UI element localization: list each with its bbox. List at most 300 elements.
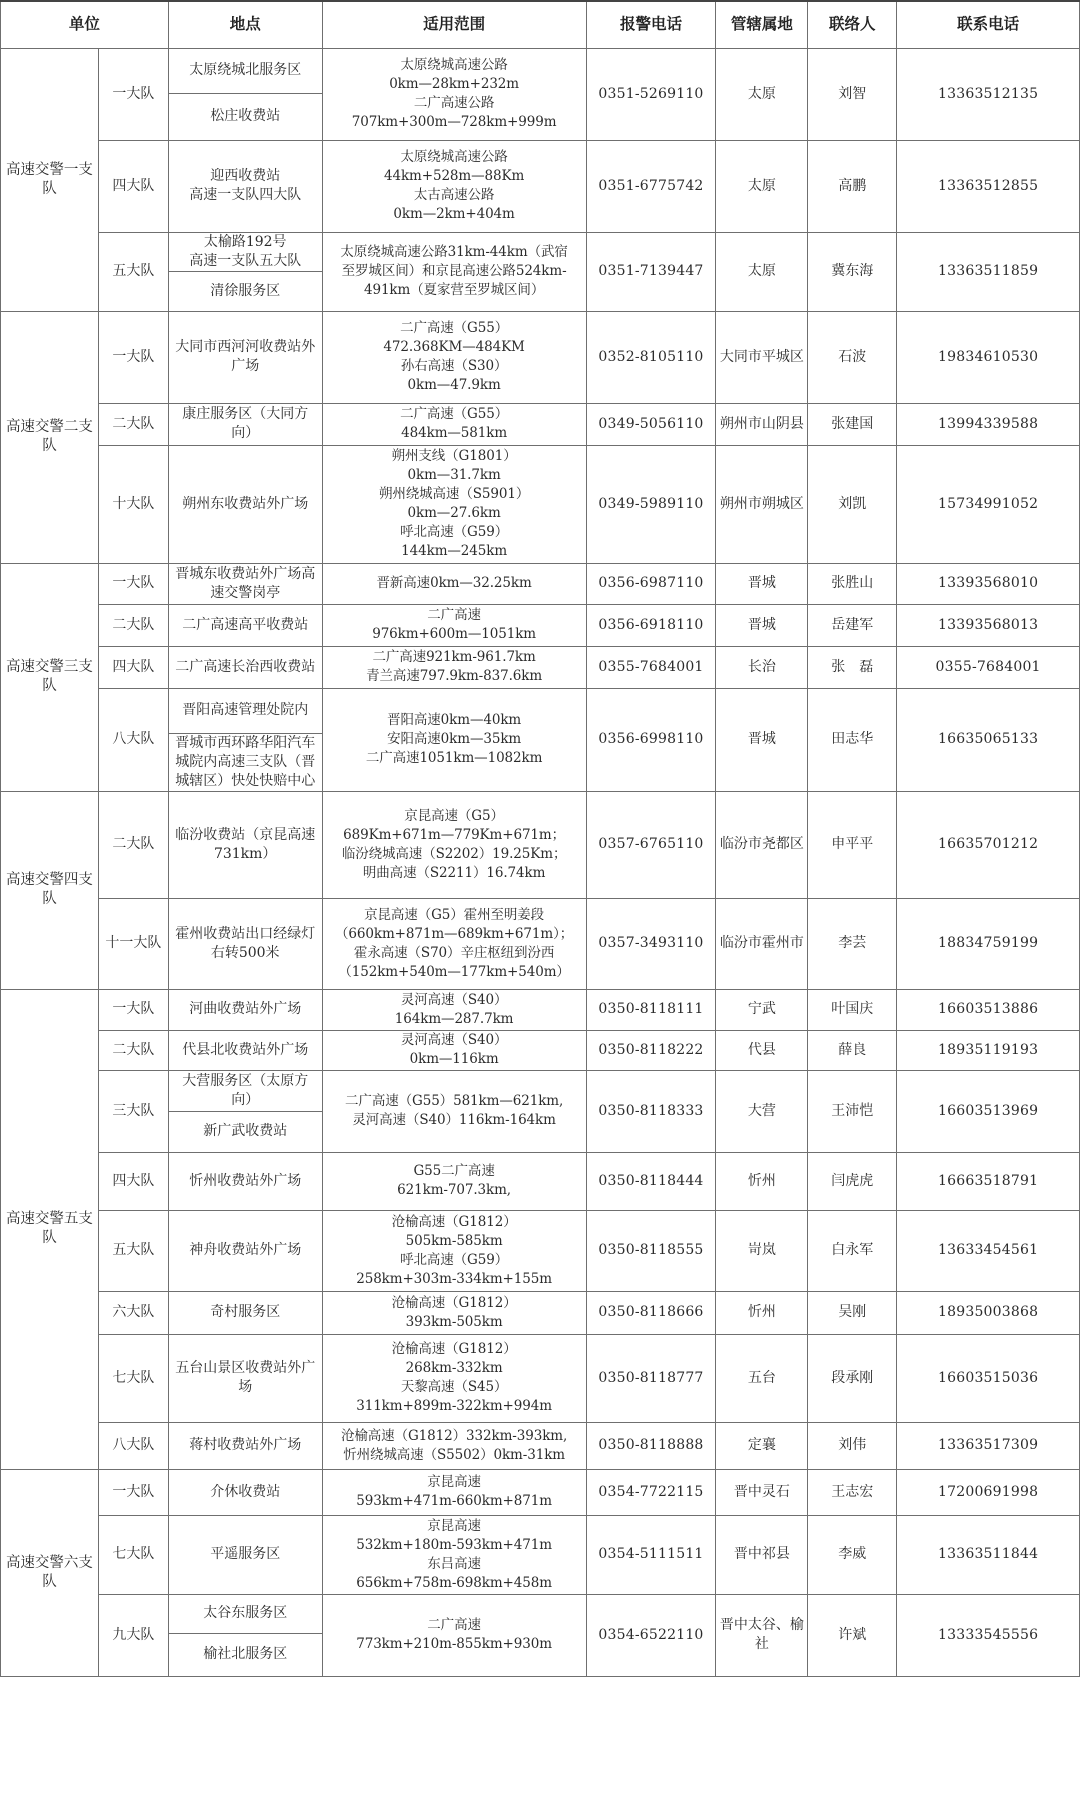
contact-phone: 16635701212 bbox=[897, 791, 1080, 898]
text-line: 灵河高速（S40） bbox=[400, 1032, 508, 1048]
text-line: 太原绕城高速公路31km-44km（武宿 bbox=[340, 244, 568, 260]
text-line: 京昆高速（G5）霍州至明姜段 bbox=[364, 906, 545, 923]
site-address bbox=[168, 1111, 322, 1152]
table-row bbox=[1, 1469, 1080, 1515]
brigade-name: 二大队 bbox=[98, 403, 168, 445]
text-line: 0km—116km bbox=[409, 1051, 499, 1067]
text-line: 沧榆高速（G1812） bbox=[391, 1341, 517, 1357]
site-line: 高速一支队五大队 bbox=[189, 252, 302, 269]
coverage-range bbox=[322, 1515, 586, 1594]
jurisdiction: 晋城 bbox=[716, 563, 808, 604]
site-line: 太榆路192号 bbox=[203, 233, 287, 250]
coverage-range bbox=[322, 1070, 586, 1152]
contact-person: 石波 bbox=[808, 311, 897, 403]
coverage-range bbox=[322, 563, 586, 604]
brigade-name: 九大队 bbox=[98, 1594, 168, 1676]
text-line: 明曲高速（S2211）16.74km bbox=[362, 864, 546, 881]
text-line: 0km—31.7km bbox=[407, 467, 501, 483]
site-line: 忻州收费站外广场 bbox=[189, 1172, 302, 1189]
contact-person: 王沛恺 bbox=[808, 1070, 897, 1152]
site-line: 晋城市西环路华阳汽车城院内高速三支队（晋城辖区）快处快赔中心 bbox=[175, 734, 316, 789]
contact-phone: 13633454561 bbox=[897, 1210, 1080, 1291]
site-line: 晋城东收费站外广场高速交警岗亭 bbox=[175, 565, 316, 601]
text-line: 0km—27.6km bbox=[407, 505, 501, 521]
contact-person: 段承刚 bbox=[808, 1334, 897, 1422]
contact-person: 张 磊 bbox=[808, 646, 897, 688]
text-line: 976km+600m—1051km bbox=[372, 626, 536, 642]
jurisdiction: 太原 bbox=[716, 232, 808, 311]
brigade-name: 八大队 bbox=[98, 688, 168, 791]
text-line: 太原绕城高速公路 bbox=[400, 149, 508, 165]
jurisdiction: 晋中太谷、榆社 bbox=[716, 1594, 808, 1676]
contact-phone: 16603515036 bbox=[897, 1334, 1080, 1422]
text-line: 晋新高速0km—32.25km bbox=[376, 575, 532, 591]
header-contact-phone: 联系电话 bbox=[897, 1, 1080, 48]
site-line: 河曲收费站外广场 bbox=[189, 1001, 302, 1017]
contact-person: 许斌 bbox=[808, 1594, 897, 1676]
text-line: 311km+899m-322km+994m bbox=[356, 1398, 552, 1414]
alarm-phone: 0356-6987110 bbox=[586, 563, 716, 604]
contact-person: 吴刚 bbox=[808, 1291, 897, 1334]
site-address bbox=[168, 733, 322, 791]
alarm-phone: 0350-8118222 bbox=[586, 1030, 716, 1070]
contact-person: 刘凯 bbox=[808, 445, 897, 563]
text-line: 491km（夏家营至罗城区间） bbox=[363, 282, 545, 298]
jurisdiction: 临汾市霍州市 bbox=[716, 898, 808, 989]
site-line: 霍州收费站出口经绿灯右转500米 bbox=[175, 925, 316, 961]
text-line: 沧榆高速（G1812） bbox=[391, 1213, 517, 1230]
site-line: 晋阳高速管理处院内 bbox=[182, 702, 309, 718]
site-line: 代县北收费站外广场 bbox=[182, 1041, 309, 1058]
unit-name: 高速交警三支队 bbox=[1, 563, 99, 791]
site-address bbox=[168, 1594, 322, 1633]
alarm-phone: 0354-7722115 bbox=[586, 1469, 716, 1515]
text-line: 二广高速（G55）581km—621km, bbox=[345, 1093, 564, 1109]
contact-person: 高鹏 bbox=[808, 140, 897, 232]
text-line: 268km-332km bbox=[405, 1360, 503, 1376]
table-row bbox=[1, 1422, 1080, 1469]
contact-person: 王志宏 bbox=[808, 1469, 897, 1515]
table-row bbox=[1, 140, 1080, 232]
coverage-range bbox=[322, 1291, 586, 1334]
site-line: 介休收费站 bbox=[210, 1483, 281, 1500]
unit-name: 高速交警六支队 bbox=[1, 1469, 99, 1676]
coverage-range bbox=[322, 646, 586, 688]
alarm-phone: 0350-8118888 bbox=[586, 1422, 716, 1469]
brigade-name: 七大队 bbox=[98, 1334, 168, 1422]
coverage-range bbox=[322, 688, 586, 791]
text-line: 沧榆高速（G1812）332km-393km, bbox=[340, 1427, 568, 1444]
coverage-range bbox=[322, 445, 586, 563]
table-row bbox=[1, 688, 1080, 733]
site-address bbox=[168, 1422, 322, 1469]
table-row bbox=[1, 989, 1080, 1030]
table-row bbox=[1, 1210, 1080, 1291]
contact-phone: 13363512135 bbox=[897, 48, 1080, 140]
text-line: 44km+528m—88Km bbox=[383, 168, 525, 184]
site-address bbox=[168, 1152, 322, 1210]
site-address bbox=[168, 1515, 322, 1594]
site-line: 奇村服务区 bbox=[210, 1304, 281, 1320]
jurisdiction: 大营 bbox=[716, 1070, 808, 1152]
site-address bbox=[168, 48, 322, 93]
text-line: 孙右高速（S30） bbox=[400, 358, 508, 374]
contact-phone: 19834610530 bbox=[897, 311, 1080, 403]
text-line: 144km—245km bbox=[401, 543, 508, 559]
site-line: 五台山景区收费站外广场 bbox=[175, 1360, 316, 1395]
alarm-phone: 0350-8118555 bbox=[586, 1210, 716, 1291]
text-line: 0km—47.9km bbox=[407, 377, 501, 393]
contact-person: 张胜山 bbox=[808, 563, 897, 604]
unit-name: 高速交警四支队 bbox=[1, 791, 99, 989]
text-line: 二广高速（G55） bbox=[400, 406, 509, 422]
table-row bbox=[1, 445, 1080, 563]
text-line: （660km+871m—689km+671m）； bbox=[335, 925, 574, 942]
alarm-phone: 0350-8118444 bbox=[586, 1152, 716, 1210]
coverage-range bbox=[322, 1152, 586, 1210]
site-address bbox=[168, 445, 322, 563]
brigade-name: 四大队 bbox=[98, 1152, 168, 1210]
text-line: 656km+758m-698km+458m bbox=[356, 1574, 552, 1591]
site-line: 平遥服务区 bbox=[210, 1546, 281, 1562]
text-line: 沧榆高速（G1812） bbox=[391, 1294, 517, 1311]
contact-phone: 13363511859 bbox=[897, 232, 1080, 311]
brigade-name: 二大队 bbox=[98, 791, 168, 898]
site-address bbox=[168, 1469, 322, 1515]
contact-phone: 13393568013 bbox=[897, 604, 1080, 646]
table-body bbox=[1, 48, 1080, 1676]
alarm-phone: 0352-8105110 bbox=[586, 311, 716, 403]
site-address bbox=[168, 232, 322, 271]
text-line: 二广高速 bbox=[427, 607, 481, 623]
alarm-phone: 0350-8118777 bbox=[586, 1334, 716, 1422]
brigade-name: 七大队 bbox=[98, 1515, 168, 1594]
site-address bbox=[168, 93, 322, 140]
alarm-phone: 0351-7139447 bbox=[586, 232, 716, 311]
table-row bbox=[1, 898, 1080, 989]
jurisdiction: 岢岚 bbox=[716, 1210, 808, 1291]
text-line: 呼北高速（G59） bbox=[400, 1251, 509, 1268]
contact-person: 闫虎虎 bbox=[808, 1152, 897, 1210]
contact-phone: 13393568010 bbox=[897, 563, 1080, 604]
text-line: 0km—2km+404m bbox=[393, 206, 515, 222]
header-row bbox=[1, 1, 1080, 48]
contact-person: 李威 bbox=[808, 1515, 897, 1594]
header-contact: 联络人 bbox=[808, 1, 897, 48]
text-line: 505km-585km bbox=[405, 1232, 503, 1249]
text-line: 258km+303m-334km+155m bbox=[356, 1270, 552, 1287]
contact-person: 张建国 bbox=[808, 403, 897, 445]
text-line: 朔州支线（G1801） bbox=[391, 448, 517, 464]
site-line: 蒋村收费站外广场 bbox=[189, 1437, 302, 1453]
coverage-range bbox=[322, 1422, 586, 1469]
brigade-name: 五大队 bbox=[98, 1210, 168, 1291]
table-row bbox=[1, 403, 1080, 445]
contact-phone: 16663518791 bbox=[897, 1152, 1080, 1210]
alarm-phone: 0356-6998110 bbox=[586, 688, 716, 791]
site-line: 朔州东收费站外广场 bbox=[182, 495, 309, 512]
jurisdiction: 太原 bbox=[716, 48, 808, 140]
contact-person: 李芸 bbox=[808, 898, 897, 989]
coverage-range bbox=[322, 140, 586, 232]
brigade-name: 四大队 bbox=[98, 140, 168, 232]
table-row bbox=[1, 1334, 1080, 1422]
table-row bbox=[1, 646, 1080, 688]
text-line: 472.368KM—484KM bbox=[383, 339, 525, 355]
table-row bbox=[1, 1152, 1080, 1210]
alarm-phone: 0351-5269110 bbox=[586, 48, 716, 140]
text-line: 青兰高速797.9km-837.6km bbox=[366, 668, 543, 684]
contact-person: 叶国庆 bbox=[808, 989, 897, 1030]
jurisdiction: 朔州市朔城区 bbox=[716, 445, 808, 563]
site-address bbox=[168, 989, 322, 1030]
site-line: 迎西收费站 bbox=[210, 168, 281, 184]
coverage-range bbox=[322, 1210, 586, 1291]
brigade-name: 一大队 bbox=[98, 989, 168, 1030]
alarm-phone: 0350-8118666 bbox=[586, 1291, 716, 1334]
jurisdiction: 大同市平城区 bbox=[716, 311, 808, 403]
site-address bbox=[168, 1291, 322, 1334]
site-address bbox=[168, 1334, 322, 1422]
contact-phone: 17200691998 bbox=[897, 1469, 1080, 1515]
contact-person: 冀东海 bbox=[808, 232, 897, 311]
site-line: 太原绕城北服务区 bbox=[189, 62, 302, 78]
coverage-range bbox=[322, 1469, 586, 1515]
text-line: 0km—28km+232m bbox=[389, 76, 519, 92]
text-line: 773km+210m-855km+930m bbox=[356, 1636, 552, 1652]
jurisdiction: 晋中灵石 bbox=[716, 1469, 808, 1515]
brigade-name: 二大队 bbox=[98, 1030, 168, 1070]
coverage-range bbox=[322, 403, 586, 445]
text-line: 二广高速 bbox=[427, 1617, 481, 1633]
site-line: 神舟收费站外广场 bbox=[189, 1242, 302, 1258]
text-line: 太原绕城高速公路 bbox=[400, 57, 508, 73]
text-line: 二广高速（G55） bbox=[400, 320, 509, 336]
alarm-phone: 0350-8118333 bbox=[586, 1070, 716, 1152]
coverage-range bbox=[322, 989, 586, 1030]
table-row bbox=[1, 311, 1080, 403]
text-line: 京昆高速 bbox=[427, 1517, 481, 1534]
brigade-name: 六大队 bbox=[98, 1291, 168, 1334]
brigade-name: 五大队 bbox=[98, 232, 168, 311]
unit-name: 高速交警五支队 bbox=[1, 989, 99, 1469]
text-line: 164km—287.7km bbox=[394, 1010, 514, 1027]
contact-phone: 13363511844 bbox=[897, 1515, 1080, 1594]
alarm-phone: 0351-6775742 bbox=[586, 140, 716, 232]
site-address bbox=[168, 271, 322, 311]
alarm-phone: 0356-6918110 bbox=[586, 604, 716, 646]
contact-phone: 16635065133 bbox=[897, 688, 1080, 791]
text-line: 朔州绕城高速（S5901） bbox=[378, 486, 530, 502]
site-address bbox=[168, 791, 322, 898]
coverage-range bbox=[322, 898, 586, 989]
unit-name: 高速交警一支队 bbox=[1, 48, 99, 311]
brigade-name: 八大队 bbox=[98, 1422, 168, 1469]
text-line: 689Km+671m—779Km+671m； bbox=[343, 826, 566, 843]
contact-phone: 18935003868 bbox=[897, 1291, 1080, 1334]
jurisdiction: 定襄 bbox=[716, 1422, 808, 1469]
jurisdiction: 宁武 bbox=[716, 989, 808, 1030]
site-line: 松庄收费站 bbox=[210, 108, 281, 124]
site-address bbox=[168, 1030, 322, 1070]
contact-phone: 18834759199 bbox=[897, 898, 1080, 989]
header-alarm-phone: 报警电话 bbox=[586, 1, 716, 48]
jurisdiction: 晋中祁县 bbox=[716, 1515, 808, 1594]
contact-person: 田志华 bbox=[808, 688, 897, 791]
brigade-name: 二大队 bbox=[98, 604, 168, 646]
alarm-phone: 0349-5989110 bbox=[586, 445, 716, 563]
brigade-name: 四大队 bbox=[98, 646, 168, 688]
site-address bbox=[168, 604, 322, 646]
jurisdiction: 朔州市山阴县 bbox=[716, 403, 808, 445]
brigade-name: 十一大队 bbox=[98, 898, 168, 989]
text-line: 二广高速921km-961.7km bbox=[372, 649, 536, 665]
site-address bbox=[168, 688, 322, 733]
header-scope: 适用范围 bbox=[322, 1, 586, 48]
text-line: 京昆高速 bbox=[427, 1474, 481, 1490]
site-address bbox=[168, 1633, 322, 1676]
text-line: 灵河高速（S40）116km-164km bbox=[352, 1112, 556, 1128]
coverage-range bbox=[322, 604, 586, 646]
site-line: 大营服务区（太原方向） bbox=[182, 1072, 309, 1108]
alarm-phone: 0350-8118111 bbox=[586, 989, 716, 1030]
jurisdiction: 忻州 bbox=[716, 1291, 808, 1334]
site-address bbox=[168, 898, 322, 989]
table-row bbox=[1, 1291, 1080, 1334]
jurisdiction: 临汾市尧都区 bbox=[716, 791, 808, 898]
coverage-range bbox=[322, 48, 586, 140]
coverage-range bbox=[322, 311, 586, 403]
text-line: 京昆高速（G5） bbox=[404, 807, 504, 824]
alarm-phone: 0357-6765110 bbox=[586, 791, 716, 898]
jurisdiction: 晋城 bbox=[716, 604, 808, 646]
table-row bbox=[1, 48, 1080, 93]
jurisdiction: 五台 bbox=[716, 1334, 808, 1422]
table-row bbox=[1, 1594, 1080, 1633]
site-address bbox=[168, 646, 322, 688]
site-address bbox=[168, 403, 322, 445]
site-line: 榆社北服务区 bbox=[203, 1646, 288, 1662]
text-line: 至罗城区间）和京昆高速公路524km- bbox=[341, 263, 567, 279]
contact-phone: 13363512855 bbox=[897, 140, 1080, 232]
contact-phone: 18935119193 bbox=[897, 1030, 1080, 1070]
text-line: 621km-707.3km, bbox=[397, 1182, 512, 1198]
text-line: 忻州绕城高速（S5502）0km-31km bbox=[343, 1446, 565, 1463]
site-line: 临汾收费站（京昆高速731km） bbox=[175, 826, 316, 862]
text-line: 临汾绕城高速（S2202）19.25Km； bbox=[341, 845, 567, 862]
coverage-range bbox=[322, 1030, 586, 1070]
text-line: （152km+540m—177km+540m） bbox=[338, 963, 570, 980]
text-line: G55二广高速 bbox=[413, 1163, 495, 1179]
text-line: 二广高速1051km—1082km bbox=[365, 750, 543, 766]
site-address bbox=[168, 563, 322, 604]
site-line: 二广高速高平收费站 bbox=[182, 616, 309, 633]
text-line: 532km+180m-593km+471m bbox=[356, 1536, 552, 1553]
contact-phone: 15734991052 bbox=[897, 445, 1080, 563]
site-line: 康庄服务区（大同方向） bbox=[182, 406, 309, 441]
site-line: 大同市西河河收费站外广场 bbox=[175, 339, 316, 374]
text-line: 太古高速公路 bbox=[413, 187, 495, 203]
jurisdiction: 忻州 bbox=[716, 1152, 808, 1210]
text-line: 593km+471m-660km+871m bbox=[356, 1493, 552, 1509]
table-row bbox=[1, 563, 1080, 604]
brigade-name: 一大队 bbox=[98, 563, 168, 604]
coverage-range bbox=[322, 1594, 586, 1676]
site-address bbox=[168, 311, 322, 403]
coverage-range bbox=[322, 1334, 586, 1422]
text-line: 霍永高速（S70）辛庄枢纽到汾西 bbox=[353, 944, 555, 961]
site-line: 二广高速长治西收费站 bbox=[175, 658, 316, 675]
site-line: 高速一支队四大队 bbox=[189, 187, 302, 203]
contact-phone: 13333545556 bbox=[897, 1594, 1080, 1676]
text-line: 呼北高速（G59） bbox=[400, 524, 509, 540]
coverage-range bbox=[322, 791, 586, 898]
jurisdiction: 太原 bbox=[716, 140, 808, 232]
site-line: 清徐服务区 bbox=[210, 282, 281, 299]
brigade-name: 一大队 bbox=[98, 48, 168, 140]
site-line: 新广武收费站 bbox=[203, 1123, 288, 1139]
site-address bbox=[168, 1070, 322, 1111]
jurisdiction: 晋城 bbox=[716, 688, 808, 791]
text-line: 二广高速公路 bbox=[413, 95, 495, 111]
contact-person: 刘伟 bbox=[808, 1422, 897, 1469]
jurisdiction: 代县 bbox=[716, 1030, 808, 1070]
text-line: 天黎高速（S45） bbox=[400, 1379, 508, 1395]
table-row bbox=[1, 1515, 1080, 1594]
contact-person: 申平平 bbox=[808, 791, 897, 898]
contact-phone: 13363517309 bbox=[897, 1422, 1080, 1469]
alarm-phone: 0357-3493110 bbox=[586, 898, 716, 989]
coverage-range bbox=[322, 232, 586, 311]
brigade-name: 十大队 bbox=[98, 445, 168, 563]
header-unit: 单位 bbox=[1, 1, 169, 48]
site-address bbox=[168, 140, 322, 232]
alarm-phone: 0355-7684001 bbox=[586, 646, 716, 688]
alarm-phone: 0354-6522110 bbox=[586, 1594, 716, 1676]
header-jurisdiction: 管辖属地 bbox=[716, 1, 808, 48]
site-line: 太谷东服务区 bbox=[203, 1605, 288, 1621]
jurisdiction: 长治 bbox=[716, 646, 808, 688]
contact-phone: 16603513886 bbox=[897, 989, 1080, 1030]
site-address bbox=[168, 1210, 322, 1291]
brigade-name: 一大队 bbox=[98, 311, 168, 403]
text-line: 晋阳高速0km—40km bbox=[387, 712, 522, 728]
table-row bbox=[1, 791, 1080, 898]
text-line: 707km+300m—728km+999m bbox=[351, 114, 557, 130]
contact-phone: 16603513969 bbox=[897, 1070, 1080, 1152]
unit-name: 高速交警二支队 bbox=[1, 311, 99, 563]
alarm-phone: 0354-5111511 bbox=[586, 1515, 716, 1594]
text-line: 484km—581km bbox=[401, 425, 508, 441]
table-row bbox=[1, 232, 1080, 271]
contact-phone: 13994339588 bbox=[897, 403, 1080, 445]
contact-person: 刘智 bbox=[808, 48, 897, 140]
brigade-name: 一大队 bbox=[98, 1469, 168, 1515]
text-line: 东吕高速 bbox=[427, 1555, 481, 1572]
text-line: 灵河高速（S40） bbox=[400, 991, 508, 1008]
table-row bbox=[1, 1070, 1080, 1111]
text-line: 安阳高速0km—35km bbox=[387, 731, 522, 747]
contact-person: 白永军 bbox=[808, 1210, 897, 1291]
alarm-phone: 0349-5056110 bbox=[586, 403, 716, 445]
contact-phone: 0355-7684001 bbox=[897, 646, 1080, 688]
contact-person: 薛良 bbox=[808, 1030, 897, 1070]
table-row bbox=[1, 1030, 1080, 1070]
brigade-name: 三大队 bbox=[98, 1070, 168, 1152]
contact-person: 岳建军 bbox=[808, 604, 897, 646]
text-line: 393km-505km bbox=[405, 1313, 503, 1330]
header-location: 地点 bbox=[168, 1, 322, 48]
